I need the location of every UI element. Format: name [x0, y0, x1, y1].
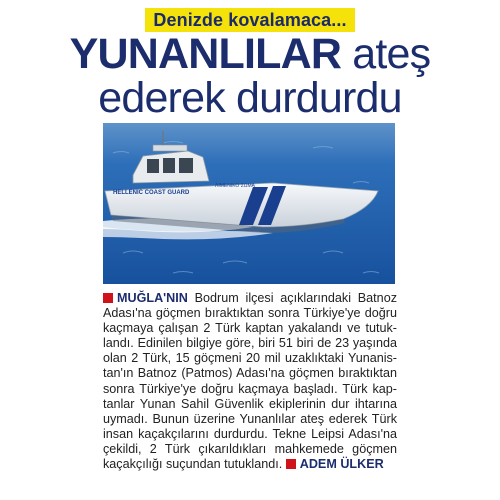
article-line: tan'ın Batnoz (Patmos) Adası'na göçmen bıraktıktan — [103, 366, 397, 381]
author-byline: ADEM ÜLKER — [299, 457, 384, 472]
cabin-window-1 — [147, 159, 159, 173]
article-line: kaçmaya çalışan 2 Türk kaptan yakalandı ve tutuk- — [103, 321, 397, 336]
headline-line-2: ederek durdurdu — [98, 74, 402, 122]
boat-label-left: HELLENIC COAST GUARD — [113, 190, 190, 196]
article-line: Adası'na göçmen bıraktıktan sonra Türkiye'ye doğru — [103, 306, 397, 321]
coast-guard-boat-photo — [103, 123, 395, 284]
headline-rest: ateş — [352, 30, 431, 78]
article-line: çekildi, 2 Türk çıkarıldıkları mahkemede göçmen — [103, 441, 397, 456]
kicker-label: Denizde kovalamaca... — [145, 8, 354, 32]
article-line: MUĞLA'NIN Bodrum ilçesi açıklarındaki Batnoz — [103, 291, 397, 306]
article-line: olan 2 Türk, 15 göçmeni 20 mil uzaklıktaki Yunanis- — [103, 351, 397, 366]
cabin-window-2 — [163, 158, 175, 173]
article-line: landı. Edinilen bilgiye göre, biri 51 biri de 23 yaşında — [103, 336, 397, 351]
red-square-icon — [286, 459, 296, 469]
red-square-icon — [103, 293, 113, 303]
article-line: insan kaçakçılarını durdurdu. Tekne Leipsi Adası'na — [103, 426, 397, 441]
boat-illustration — [103, 123, 395, 284]
article-line: sonra Türkiye'ye doğru kaçmaya başladı. Türk kap- — [103, 381, 397, 396]
kicker-container — [0, 8, 500, 32]
cabin-roof — [153, 145, 187, 151]
cabin-window-3 — [179, 158, 193, 173]
article-line: tanlar Yunan Sahil Güvenlik ekiplerinin dur ihtarına — [103, 396, 397, 411]
article-body — [103, 291, 397, 472]
article-location: MUĞLA'NIN — [117, 291, 188, 305]
article-line: uymadı. Bunun üzerine Yunanlılar ateş ederek Türk — [103, 411, 397, 426]
article-line-with-byline: kaçakçılığı suçundan tutuklandı. ADEM ÜLKER — [103, 457, 384, 472]
headline — [0, 32, 500, 120]
headline-line-1 — [0, 32, 500, 76]
boat-label-right: ΛΙΜΕΝΙΚΟ ΣΩΜΑ — [215, 183, 256, 189]
headline-bold: YUNANLILAR — [69, 30, 342, 78]
